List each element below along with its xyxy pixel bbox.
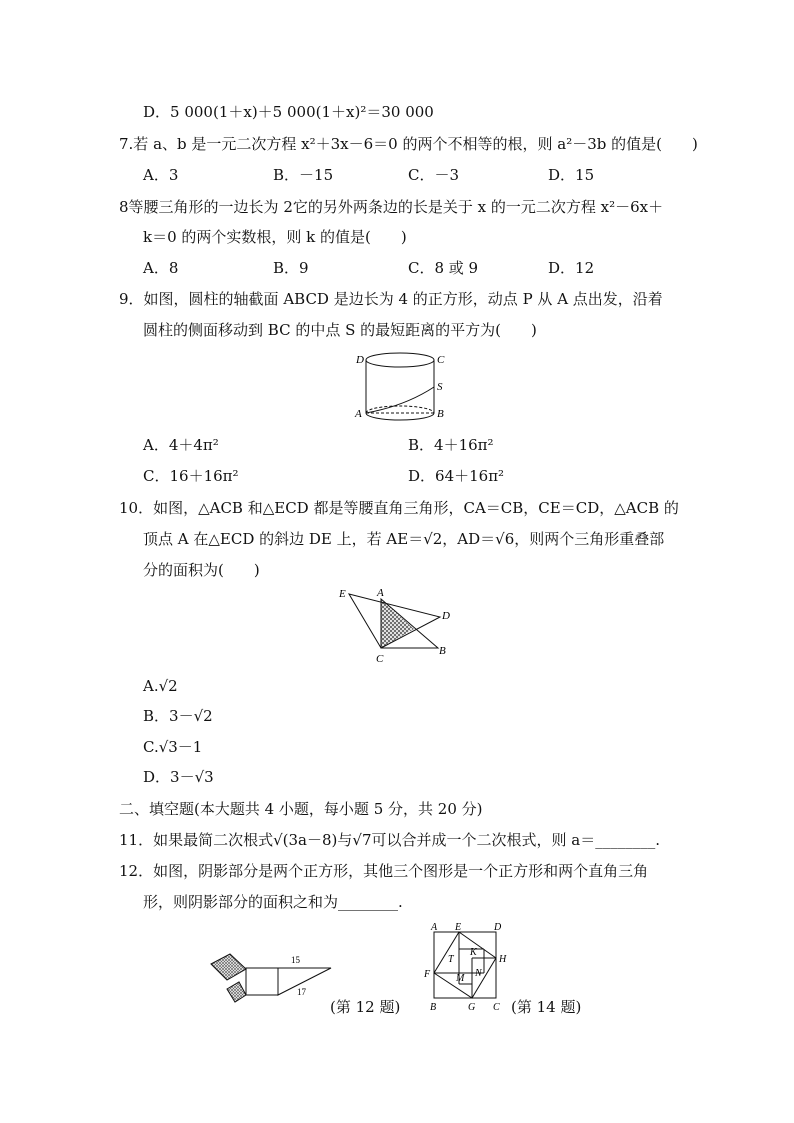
q10-stem-line1: 10．如图，△ACB 和△ECD 都是等腰直角三角形，CA＝CB，CE＝CD，△ACB 的 [119,499,679,517]
q8-option-d: D．12 [548,259,595,277]
q14-caption: (第 14 题) [511,998,582,1016]
label-c: C [493,1002,500,1013]
cylinder-figure [350,348,450,428]
label-c: C [376,653,384,665]
label-t: T [448,954,454,965]
q8-option-c: C．8 或 9 [408,259,479,277]
q10-option-c: C.√3－1 [143,738,203,756]
q12-stem-line1: 12．如图，阴影部分是两个正方形，其他三个图形是一个正方形和两个直角三角 [119,862,649,880]
q9-option-b: B．4＋16π² [408,436,494,454]
label-s: S [437,381,443,393]
label-17: 17 [297,987,306,997]
label-a: A [355,408,362,420]
label-d: D [356,354,364,366]
q12-figure [205,948,335,1013]
q7-option-d: D．15 [548,166,595,184]
label-b: B [439,645,446,657]
section2-heading: 二、填空题(本大题共 4 小题，每小题 5 分，共 20 分) [119,800,483,818]
shaded-square-1 [211,954,246,980]
label-m: M [456,973,465,984]
shaded-square-2 [227,982,246,1002]
label-d: D [494,922,502,933]
q7-option-a: A．3 [143,166,179,184]
label-h: H [499,954,507,965]
label-g: G [468,1002,476,1013]
label-n: N [475,968,482,979]
label-a: A [431,922,438,933]
q7-option-c: C．－3 [408,166,460,184]
q12-stem-line2: 形，则阴影部分的面积之和为________. [143,893,403,911]
label-c: C [437,354,445,366]
q10-stem-line3: 分的面积为( ) [143,561,260,579]
q10-stem-line2: 顶点 A 在△ECD 的斜边 DE 上，若 AE＝√2，AD＝√6，则两个三角形重叠部 [143,530,665,548]
q11-stem: 11．如果最简二次根式√(3a－8)与√7可以合并成一个二次根式，则 a＝________. [119,831,660,849]
label-k: K [470,947,477,958]
q9-stem-line1: 9．如图，圆柱的轴截面 ABCD 是边长为 4 的正方形，动点 P 从 A 点出发，沿着 [119,290,663,308]
q9-option-c: C．16＋16π² [143,467,239,485]
q9-stem-line2: 圆柱的侧面移动到 BC 的中点 S 的最短距离的平方为( ) [143,321,537,339]
q10-option-d: D．3－√3 [143,768,214,786]
q8-stem-line1: 8等腰三角形的一边长为 2它的另外两条边的长是关于 x 的一元二次方程 x²－6x＋ [119,198,664,216]
label-a: A [377,587,384,599]
q14-figure [422,922,512,1014]
q9-option-d: D．64＋16π² [408,467,505,485]
label-b: B [437,408,444,420]
q8-option-a: A．8 [143,259,179,277]
q10-option-a: A.√2 [143,677,178,695]
q6-option-d: D．5 000(1＋x)＋5 000(1＋x)²＝30 000 [143,103,434,121]
triangles-figure [333,585,458,665]
label-f: F [424,969,431,980]
label-d: D [442,610,450,622]
label-e: E [455,922,462,933]
q12-caption: (第 12 题) [330,998,401,1016]
q9-option-a: A．4＋4π² [143,436,219,454]
q8-option-b: B．9 [273,259,309,277]
label-b: B [430,1002,437,1013]
q8-stem-line2: k＝0 的两个实数根，则 k 的值是( ) [143,228,407,246]
q7-option-b: B．－15 [273,166,334,184]
q10-option-b: B．3－√2 [143,707,213,725]
q7-stem: 7.若 a、b 是一元二次方程 x²＋3x－6＝0 的两个不相等的根，则 a²－3b 的值是( ) [119,135,698,153]
label-e: E [339,588,346,600]
label-15: 15 [291,955,300,965]
